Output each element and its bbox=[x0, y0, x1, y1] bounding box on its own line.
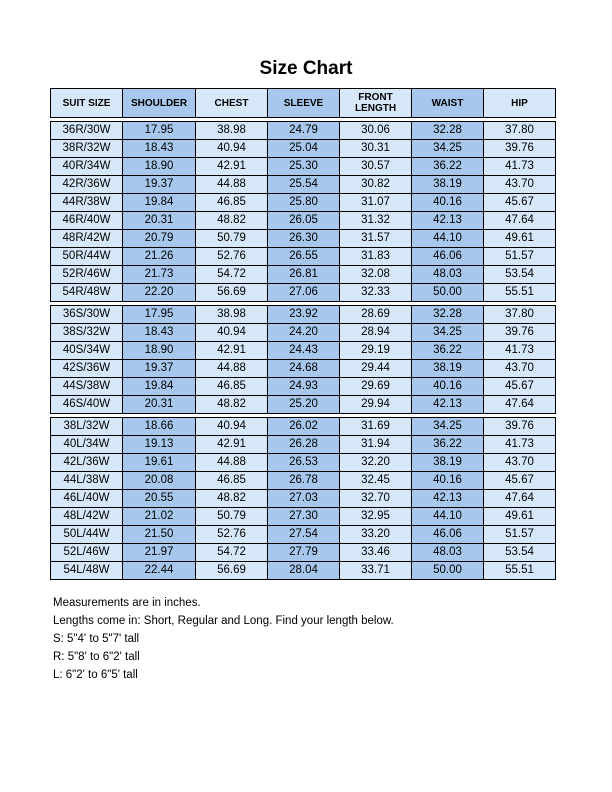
cell-hip: 51.57 bbox=[484, 526, 556, 544]
cell-sleeve: 26.02 bbox=[268, 418, 340, 436]
cell-chest: 38.98 bbox=[196, 122, 268, 140]
cell-hip: 39.76 bbox=[484, 140, 556, 158]
table-row bbox=[51, 418, 556, 436]
cell-suit-size: 52R/46W bbox=[51, 266, 123, 284]
cell-suit-size: 38L/32W bbox=[51, 418, 123, 436]
cell-hip: 47.64 bbox=[484, 396, 556, 414]
cell-shoulder: 19.37 bbox=[123, 360, 196, 378]
cell-hip: 49.61 bbox=[484, 230, 556, 248]
note-lengths: Lengths come in: Short, Regular and Long. Find your length below. bbox=[53, 615, 394, 627]
table-row bbox=[51, 454, 556, 472]
cell-hip: 43.70 bbox=[484, 176, 556, 194]
cell-sleeve: 23.92 bbox=[268, 306, 340, 324]
cell-chest: 40.94 bbox=[196, 140, 268, 158]
cell-front-length: 29.19 bbox=[340, 342, 412, 360]
cell-suit-size: 46L/40W bbox=[51, 490, 123, 508]
cell-front-length: 28.94 bbox=[340, 324, 412, 342]
cell-hip: 45.67 bbox=[484, 378, 556, 396]
cell-chest: 46.85 bbox=[196, 378, 268, 396]
cell-hip: 51.57 bbox=[484, 248, 556, 266]
cell-chest: 50.79 bbox=[196, 508, 268, 526]
header-row bbox=[51, 89, 556, 118]
cell-front-length: 33.46 bbox=[340, 544, 412, 562]
cell-waist: 36.22 bbox=[412, 342, 484, 360]
cell-chest: 42.91 bbox=[196, 436, 268, 454]
cell-chest: 52.76 bbox=[196, 248, 268, 266]
cell-suit-size: 52L/46W bbox=[51, 544, 123, 562]
cell-front-length: 29.94 bbox=[340, 396, 412, 414]
header-front-length: FRONT LENGTH bbox=[340, 89, 412, 118]
cell-waist: 36.22 bbox=[412, 158, 484, 176]
cell-waist: 38.19 bbox=[412, 360, 484, 378]
cell-shoulder: 18.43 bbox=[123, 140, 196, 158]
cell-suit-size: 42R/36W bbox=[51, 176, 123, 194]
cell-shoulder: 21.26 bbox=[123, 248, 196, 266]
cell-suit-size: 44R/38W bbox=[51, 194, 123, 212]
cell-sleeve: 27.06 bbox=[268, 284, 340, 302]
table-row bbox=[51, 342, 556, 360]
cell-chest: 44.88 bbox=[196, 454, 268, 472]
cell-sleeve: 25.04 bbox=[268, 140, 340, 158]
cell-hip: 37.80 bbox=[484, 306, 556, 324]
cell-shoulder: 18.43 bbox=[123, 324, 196, 342]
cell-front-length: 33.71 bbox=[340, 562, 412, 580]
header-sleeve: SLEEVE bbox=[268, 89, 340, 118]
cell-shoulder: 19.84 bbox=[123, 378, 196, 396]
cell-sleeve: 24.20 bbox=[268, 324, 340, 342]
cell-hip: 53.54 bbox=[484, 544, 556, 562]
cell-sleeve: 26.53 bbox=[268, 454, 340, 472]
cell-shoulder: 21.97 bbox=[123, 544, 196, 562]
table-row bbox=[51, 436, 556, 454]
header-suit-size: SUIT SIZE bbox=[51, 89, 123, 118]
table-row bbox=[51, 248, 556, 266]
cell-shoulder: 20.31 bbox=[123, 212, 196, 230]
cell-waist: 32.28 bbox=[412, 306, 484, 324]
cell-shoulder: 22.20 bbox=[123, 284, 196, 302]
cell-waist: 48.03 bbox=[412, 544, 484, 562]
cell-suit-size: 42S/36W bbox=[51, 360, 123, 378]
note-regular: R: 5"8' to 6"2' tall bbox=[53, 651, 140, 663]
cell-front-length: 32.45 bbox=[340, 472, 412, 490]
header-hip: HIP bbox=[484, 89, 556, 118]
table-row bbox=[51, 266, 556, 284]
cell-front-length: 32.95 bbox=[340, 508, 412, 526]
cell-front-length: 32.70 bbox=[340, 490, 412, 508]
cell-shoulder: 20.55 bbox=[123, 490, 196, 508]
cell-hip: 39.76 bbox=[484, 324, 556, 342]
cell-sleeve: 25.30 bbox=[268, 158, 340, 176]
cell-hip: 41.73 bbox=[484, 436, 556, 454]
cell-waist: 50.00 bbox=[412, 562, 484, 580]
cell-waist: 42.13 bbox=[412, 212, 484, 230]
cell-front-length: 31.69 bbox=[340, 418, 412, 436]
cell-waist: 40.16 bbox=[412, 194, 484, 212]
cell-hip: 55.51 bbox=[484, 284, 556, 302]
cell-front-length: 29.44 bbox=[340, 360, 412, 378]
cell-front-length: 30.31 bbox=[340, 140, 412, 158]
cell-shoulder: 19.61 bbox=[123, 454, 196, 472]
cell-hip: 45.67 bbox=[484, 194, 556, 212]
cell-shoulder: 20.31 bbox=[123, 396, 196, 414]
cell-front-length: 31.83 bbox=[340, 248, 412, 266]
cell-sleeve: 24.43 bbox=[268, 342, 340, 360]
cell-chest: 54.72 bbox=[196, 544, 268, 562]
table-row bbox=[51, 378, 556, 396]
cell-hip: 53.54 bbox=[484, 266, 556, 284]
cell-hip: 47.64 bbox=[484, 212, 556, 230]
cell-sleeve: 27.79 bbox=[268, 544, 340, 562]
table-row bbox=[51, 176, 556, 194]
cell-front-length: 31.57 bbox=[340, 230, 412, 248]
cell-shoulder: 17.95 bbox=[123, 306, 196, 324]
cell-hip: 43.70 bbox=[484, 360, 556, 378]
table-row bbox=[51, 306, 556, 324]
cell-sleeve: 26.30 bbox=[268, 230, 340, 248]
cell-suit-size: 36S/30W bbox=[51, 306, 123, 324]
cell-sleeve: 27.30 bbox=[268, 508, 340, 526]
cell-sleeve: 24.79 bbox=[268, 122, 340, 140]
cell-suit-size: 54R/48W bbox=[51, 284, 123, 302]
cell-sleeve: 28.04 bbox=[268, 562, 340, 580]
note-units: Measurements are in inches. bbox=[53, 597, 201, 609]
table-body bbox=[51, 118, 556, 580]
cell-waist: 42.13 bbox=[412, 396, 484, 414]
cell-sleeve: 26.55 bbox=[268, 248, 340, 266]
table-row bbox=[51, 544, 556, 562]
cell-waist: 34.25 bbox=[412, 140, 484, 158]
cell-shoulder: 20.79 bbox=[123, 230, 196, 248]
cell-suit-size: 40S/34W bbox=[51, 342, 123, 360]
cell-waist: 46.06 bbox=[412, 526, 484, 544]
cell-waist: 44.10 bbox=[412, 230, 484, 248]
cell-suit-size: 38S/32W bbox=[51, 324, 123, 342]
cell-waist: 34.25 bbox=[412, 324, 484, 342]
cell-front-length: 32.08 bbox=[340, 266, 412, 284]
cell-shoulder: 21.02 bbox=[123, 508, 196, 526]
cell-suit-size: 44S/38W bbox=[51, 378, 123, 396]
cell-chest: 52.76 bbox=[196, 526, 268, 544]
header-waist: WAIST bbox=[412, 89, 484, 118]
cell-sleeve: 26.78 bbox=[268, 472, 340, 490]
cell-chest: 40.94 bbox=[196, 418, 268, 436]
cell-hip: 41.73 bbox=[484, 158, 556, 176]
size-chart-table bbox=[50, 88, 556, 580]
cell-chest: 50.79 bbox=[196, 230, 268, 248]
cell-hip: 47.64 bbox=[484, 490, 556, 508]
cell-waist: 42.13 bbox=[412, 490, 484, 508]
cell-hip: 49.61 bbox=[484, 508, 556, 526]
cell-suit-size: 40R/34W bbox=[51, 158, 123, 176]
notes bbox=[53, 594, 394, 684]
cell-front-length: 31.07 bbox=[340, 194, 412, 212]
cell-front-length: 32.20 bbox=[340, 454, 412, 472]
table-row bbox=[51, 508, 556, 526]
table-row bbox=[51, 324, 556, 342]
cell-shoulder: 17.95 bbox=[123, 122, 196, 140]
cell-suit-size: 48L/42W bbox=[51, 508, 123, 526]
cell-hip: 39.76 bbox=[484, 418, 556, 436]
cell-shoulder: 18.90 bbox=[123, 158, 196, 176]
cell-front-length: 33.20 bbox=[340, 526, 412, 544]
cell-waist: 48.03 bbox=[412, 266, 484, 284]
cell-sleeve: 26.05 bbox=[268, 212, 340, 230]
cell-suit-size: 54L/48W bbox=[51, 562, 123, 580]
cell-chest: 42.91 bbox=[196, 342, 268, 360]
cell-hip: 55.51 bbox=[484, 562, 556, 580]
table-row bbox=[51, 140, 556, 158]
cell-front-length: 29.69 bbox=[340, 378, 412, 396]
cell-chest: 48.82 bbox=[196, 490, 268, 508]
cell-front-length: 30.06 bbox=[340, 122, 412, 140]
cell-sleeve: 24.93 bbox=[268, 378, 340, 396]
cell-shoulder: 22.44 bbox=[123, 562, 196, 580]
cell-suit-size: 44L/38W bbox=[51, 472, 123, 490]
cell-chest: 56.69 bbox=[196, 562, 268, 580]
cell-chest: 48.82 bbox=[196, 212, 268, 230]
cell-suit-size: 50L/44W bbox=[51, 526, 123, 544]
cell-shoulder: 19.84 bbox=[123, 194, 196, 212]
cell-shoulder: 20.08 bbox=[123, 472, 196, 490]
cell-waist: 38.19 bbox=[412, 176, 484, 194]
cell-front-length: 31.94 bbox=[340, 436, 412, 454]
cell-shoulder: 18.90 bbox=[123, 342, 196, 360]
cell-waist: 32.28 bbox=[412, 122, 484, 140]
cell-suit-size: 38R/32W bbox=[51, 140, 123, 158]
cell-shoulder: 19.13 bbox=[123, 436, 196, 454]
cell-sleeve: 24.68 bbox=[268, 360, 340, 378]
cell-suit-size: 46S/40W bbox=[51, 396, 123, 414]
cell-front-length: 31.32 bbox=[340, 212, 412, 230]
cell-sleeve: 26.28 bbox=[268, 436, 340, 454]
cell-chest: 38.98 bbox=[196, 306, 268, 324]
cell-shoulder: 21.50 bbox=[123, 526, 196, 544]
table-row bbox=[51, 396, 556, 414]
cell-chest: 48.82 bbox=[196, 396, 268, 414]
cell-chest: 44.88 bbox=[196, 176, 268, 194]
note-long: L: 6"2' to 6"5' tall bbox=[53, 669, 138, 681]
note-short: S: 5"4' to 5"7' tall bbox=[53, 633, 140, 645]
cell-hip: 43.70 bbox=[484, 454, 556, 472]
cell-front-length: 28.69 bbox=[340, 306, 412, 324]
header-chest: CHEST bbox=[196, 89, 268, 118]
cell-waist: 46.06 bbox=[412, 248, 484, 266]
cell-chest: 56.69 bbox=[196, 284, 268, 302]
table-row bbox=[51, 194, 556, 212]
cell-sleeve: 27.54 bbox=[268, 526, 340, 544]
table-row bbox=[51, 212, 556, 230]
cell-waist: 50.00 bbox=[412, 284, 484, 302]
cell-hip: 41.73 bbox=[484, 342, 556, 360]
cell-chest: 46.85 bbox=[196, 194, 268, 212]
cell-suit-size: 42L/36W bbox=[51, 454, 123, 472]
cell-suit-size: 40L/34W bbox=[51, 436, 123, 454]
table-row bbox=[51, 472, 556, 490]
cell-front-length: 30.57 bbox=[340, 158, 412, 176]
cell-suit-size: 46R/40W bbox=[51, 212, 123, 230]
table-row bbox=[51, 230, 556, 248]
cell-waist: 38.19 bbox=[412, 454, 484, 472]
cell-chest: 46.85 bbox=[196, 472, 268, 490]
table-row bbox=[51, 360, 556, 378]
table-row bbox=[51, 122, 556, 140]
cell-sleeve: 27.03 bbox=[268, 490, 340, 508]
table-row bbox=[51, 526, 556, 544]
cell-sleeve: 25.20 bbox=[268, 396, 340, 414]
cell-waist: 44.10 bbox=[412, 508, 484, 526]
cell-chest: 54.72 bbox=[196, 266, 268, 284]
table-row bbox=[51, 490, 556, 508]
cell-front-length: 30.82 bbox=[340, 176, 412, 194]
table-row bbox=[51, 562, 556, 580]
cell-sleeve: 26.81 bbox=[268, 266, 340, 284]
cell-suit-size: 50R/44W bbox=[51, 248, 123, 266]
cell-hip: 37.80 bbox=[484, 122, 556, 140]
cell-chest: 44.88 bbox=[196, 360, 268, 378]
cell-chest: 42.91 bbox=[196, 158, 268, 176]
cell-sleeve: 25.54 bbox=[268, 176, 340, 194]
header-shoulder: SHOULDER bbox=[123, 89, 196, 118]
cell-waist: 40.16 bbox=[412, 472, 484, 490]
cell-suit-size: 36R/30W bbox=[51, 122, 123, 140]
cell-sleeve: 25.80 bbox=[268, 194, 340, 212]
cell-shoulder: 18.66 bbox=[123, 418, 196, 436]
cell-suit-size: 48R/42W bbox=[51, 230, 123, 248]
table-row bbox=[51, 284, 556, 302]
cell-shoulder: 21.73 bbox=[123, 266, 196, 284]
cell-shoulder: 19.37 bbox=[123, 176, 196, 194]
cell-hip: 45.67 bbox=[484, 472, 556, 490]
cell-chest: 40.94 bbox=[196, 324, 268, 342]
page-title: Size Chart bbox=[259, 58, 353, 79]
cell-waist: 40.16 bbox=[412, 378, 484, 396]
cell-front-length: 32.33 bbox=[340, 284, 412, 302]
cell-waist: 36.22 bbox=[412, 436, 484, 454]
table-row bbox=[51, 158, 556, 176]
cell-waist: 34.25 bbox=[412, 418, 484, 436]
